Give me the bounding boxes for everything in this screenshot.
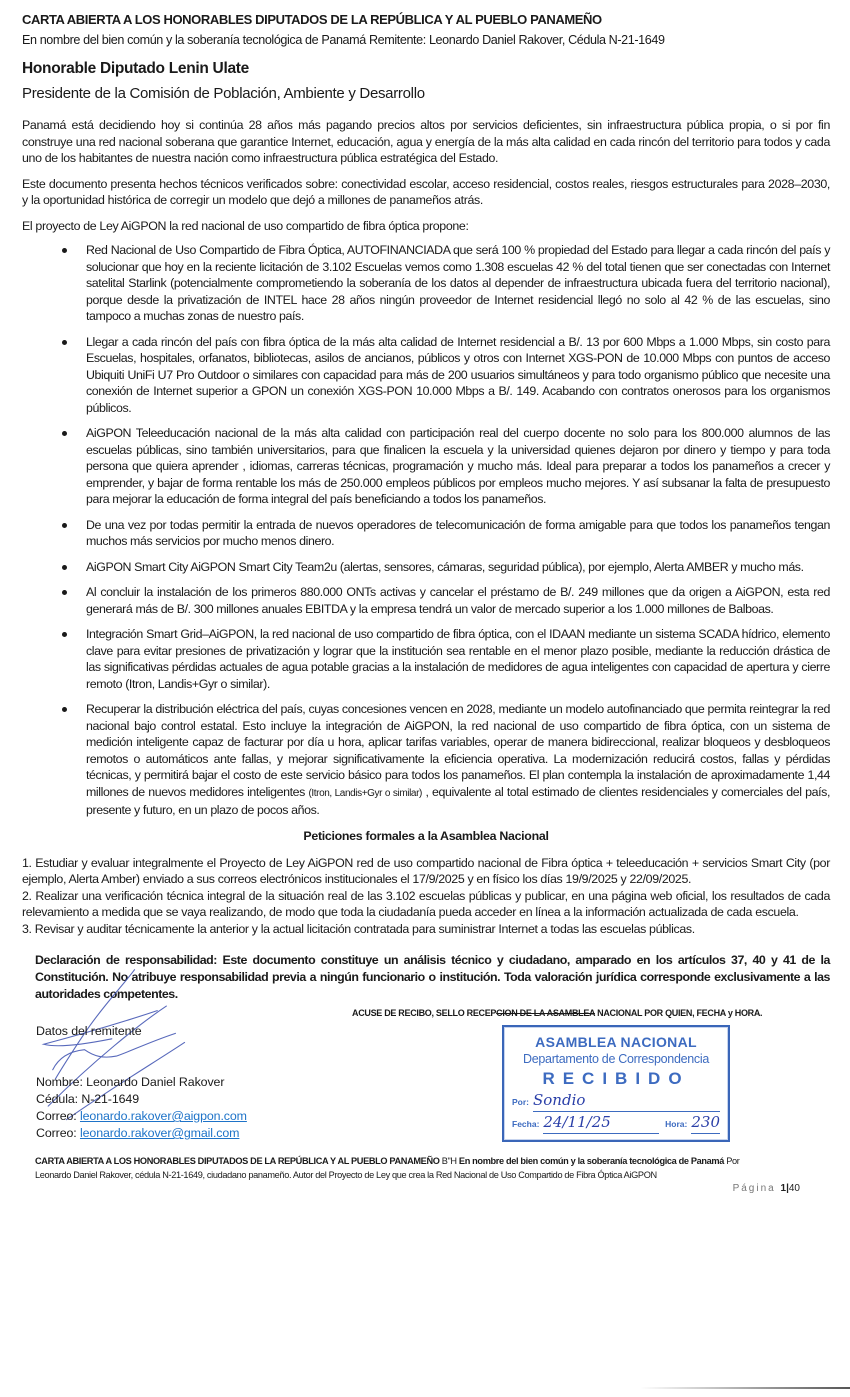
list-item-text: De una vez por todas permitir la entrada de nuevos operadores de telecomunicación de forma amigable para que todos los panameños tengan muchos más servicios por mucho menos dinero. <box>86 517 830 548</box>
stamp-hora-line <box>691 1112 720 1134</box>
stamp-institution: ASAMBLEA NACIONAL <box>535 1034 697 1050</box>
list-item-text-tail: , equivalente al total estimado de clientes residenciales y comerciales del país, presente y futuro, en un plazo de pocos años. <box>86 784 831 817</box>
stamp-fecha-label: Fecha: <box>512 1119 540 1129</box>
stamp-por-row <box>512 1090 720 1112</box>
intro-paragraph: El proyecto de Ley AiGPON la red nacional de uso compartido de fibra óptica propone: <box>22 218 469 233</box>
sender-email-row <box>36 1108 336 1125</box>
page-current: 1 <box>780 1183 787 1194</box>
reception-stamp <box>502 1025 730 1142</box>
bullet-icon <box>62 523 67 528</box>
list-item <box>86 626 830 692</box>
acknowledgment-block <box>336 1007 830 1142</box>
bullet-icon <box>62 248 67 253</box>
page-separator: | <box>786 1183 789 1194</box>
list-item <box>86 425 830 508</box>
list-item <box>86 559 830 576</box>
stamp-department: Departamento de Correspondencia <box>523 1052 709 1066</box>
bullet-icon <box>62 632 67 637</box>
responsibility-declaration: Declaración de responsabilidad: Este documento constituye un análisis técnico y ciudadano, amparado en los artículos 37, 40 y 41 de la Constitución. No atribuye responsabilidad previa a ningún funcionario o institución. Toda valoración jurídica corresponde exclusivamente a las autoridades competentes. <box>35 953 830 1001</box>
list-item-text: Integración Smart Grid–AiGPON, la red nacional de uso compartido de fibra óptica, con el IDAAN mediante un sistema SCADA hídrico, elemento clave para evitar presiones de privatización y lograr que la institución sea rentable en el menor plazo posible, mediante la reducción drástica de las significativas pérdidas actuales de agua potable gracias a la instalación de medidores de agua inteligentes con capacidad de apertura y cierre remoto (Itron, Landis+Gyr o similar). <box>86 627 830 691</box>
sender-heading: Datos del remitente <box>36 1024 142 1038</box>
recipient-name: Honorable Diputado Lenin Ulate <box>22 60 249 77</box>
footer-line-1 <box>35 1154 830 1168</box>
scan-edge-divider <box>640 1387 850 1389</box>
acknowledgment-text: NACIONAL POR QUIEN, FECHA y HORA. <box>594 1008 763 1018</box>
page-footer <box>22 1154 830 1196</box>
stamp-por-handwritten: Sondio <box>533 1091 586 1109</box>
page-label: Página <box>732 1183 776 1194</box>
footer-subtitle: En nombre del bien común y la soberanía tecnológica de Panamá <box>458 1156 724 1166</box>
bullet-icon <box>62 707 67 712</box>
petition-item: 1. Estudiar y evaluar integralmente el Proyecto de Ley AiGPON red de uso compartido nacional de Fibra óptica + teleeducación + servicios Smart City (por ejemplo, Alerta Amber) enviado a sus correos electrónicos institucionales el 17/9/2025 y en físico los días 19/9/2025 y 22/09/2025. <box>22 855 830 886</box>
list-item <box>86 584 830 617</box>
stamp-received: RECIBIDO <box>542 1069 690 1088</box>
list-item-text: Red Nacional de Uso Compartido de Fibra Óptica, AUTOFINANCIADA que será 100 % propiedad del Estado para llegar a cada rincón del país y solucionar que hoy en la reciente licitación de 3.102 Escuelas vemos como 1.308 escuelas 42 % del total tienen que ser conectadas con Internet satelital Starlink (potencialmente comprometiendo la soberanía de los datos al depender de infraestructura ubicada fuera del territorio nacional), porque desde la privatización de INTEL hace 28 años ningún proveedor de Internet residencial llegó no solo al 42 % de las escuelas, sino tampoco a muchas zonas de nuestro país. <box>86 243 830 323</box>
list-item <box>86 701 830 819</box>
email-label: Correo: <box>36 1109 80 1123</box>
stamp-hora-handwritten: 230 <box>691 1113 720 1131</box>
sender-id: Cédula: N-21-1649 <box>36 1092 139 1106</box>
list-item <box>86 334 830 417</box>
petitions-title: Peticiones formales a la Asamblea Nacional <box>303 828 549 843</box>
acknowledgment-label <box>352 1007 830 1019</box>
acknowledgment-text-struck: CION DE LA ASAMBLEA <box>496 1008 595 1018</box>
acknowledgment-text: ACUSE DE RECIBO, SELLO RECEP <box>352 1008 497 1018</box>
stamp-fecha-handwritten: 24/11/25 <box>543 1113 611 1131</box>
email-link-aigpon[interactable]: leonardo.rakover@aigpon.com <box>79 1109 247 1123</box>
sender-block <box>22 1007 336 1142</box>
list-item-text: Recuperar la distribución eléctrica del país, cuyas concesiones vencen en 2028, mediante un modelo autofinanciado que permita reintegrar la red nacional bajo control estatal. Esto incluye la integración de AiGPON, la red nacional de uso compartido de fibra óptica, con un sistema de medición inteligente capaz de facturar por día u hora, aplicar tarifas variables, operar de manera bidireccional, realizar bloqueos y desbloqueos remotos o automáticos ante fallas, y mejorar significativamente la eficiencia operativa. La modernización reducirá costos, fallas y pérdidas técnicas, y permitirá bajar el costo de este servicio básico para todos los panameños. El plan contempla la instalación de aproximadamente 1,44 millones de nuevos medidores inteligentes <box>86 702 830 799</box>
bullet-icon <box>62 431 67 436</box>
footer-title: CARTA ABIERTA A LOS HONORABLES DIPUTADOS DE LA REPÚBLICA Y AL PUEBLO PANAMEÑO <box>35 1156 440 1166</box>
petition-item: 3. Revisar y auditar técnicamente la anterior y la actual licitación contratada para suministrar Internet a todas las escuelas públicas. <box>22 921 695 936</box>
stamp-por-line <box>533 1090 720 1112</box>
footer-por: Por <box>724 1156 740 1166</box>
stamp-hora-label: Hora: <box>665 1119 688 1129</box>
letter-subtitle: En nombre del bien común y la soberanía tecnológica de Panamá Remitente: Leonardo Daniel Rakover, Cédula N-21-1649 <box>22 33 665 47</box>
list-item-text: Llegar a cada rincón del país con fibra óptica de la más alta calidad de Internet residencial a B/. 13 por 600 Mbps a 1.000 Mbps, sin costo para Escuelas, hospitales, orfanatos, bibliotecas, asilos de ancianos, públicos y otros con Internet XGS-PON de 10.000 Mbps con puntos de acceso Ubiquiti UniFi U7 Pro Outdoor o similares con capacidad para más de 200 usuarios simultáneos y para todo organismo público que necesite una conexión de Internet superior a GPON un conexión XGS-PON 10.000 Mbps a B/. 149. Acabando con contratos onerosos para los organismos públicos. <box>86 334 830 415</box>
intro-paragraph: Panamá está decidiendo hoy si continúa 28 años más pagando precios altos por servicios deficientes, sin infraestructura pública propia, o si por fin construye una red nacional soberana que garantice Internet, educación, agua y energía de la más alta calidad en cada rincón del territorio para todos y cada uno de los habitantes de nuestra nación como infraestructura pública estratégica del Estado. <box>22 118 830 165</box>
bullet-icon <box>62 340 67 345</box>
signature-section <box>22 1007 830 1142</box>
stamp-por-label: Por: <box>512 1097 529 1107</box>
bullet-icon <box>62 565 67 570</box>
list-item-note: (Itron, Landis+Gyr o similar) <box>308 787 422 799</box>
page-number <box>35 1182 830 1196</box>
list-item <box>86 242 830 325</box>
bullet-icon <box>62 590 67 595</box>
list-item-text: AiGPON Smart City AiGPON Smart City Team2u (alertas, sensores, cámaras, seguridad pública), por ejemplo, Alerta AMBER y mucho más. <box>86 559 804 574</box>
footer-line-2: Leonardo Daniel Rakover, cédula N-21-1649, ciudadano panameño. Autor del Proyecto de Ley que crea la Red Nacional de Uso Compartido de Fibra Óptica AiGPON <box>35 1170 657 1180</box>
stamp-fecha-row <box>512 1112 720 1134</box>
recipient-role: Presidente de la Comisión de Población, Ambiente y Desarrollo <box>22 85 425 102</box>
letter-title: CARTA ABIERTA A LOS HONORABLES DIPUTADOS DE LA REPÚBLICA Y AL PUEBLO PANAMEÑO <box>22 12 602 27</box>
sender-email-row <box>36 1125 336 1142</box>
stamp-fecha-line <box>543 1112 659 1134</box>
email-link-gmail[interactable]: leonardo.rakover@gmail.com <box>79 1126 240 1140</box>
page-total: 40 <box>788 1183 800 1194</box>
sender-name: Nombre: Leonardo Daniel Rakover <box>36 1075 225 1089</box>
footer-bh: B"H <box>439 1156 459 1166</box>
proposal-list <box>22 242 830 819</box>
petition-item: 2. Realizar una verificación técnica integral de la situación real de las 3.102 escuelas públicas y publicar, en una página web oficial, los resultados de cada relevamiento a medida que se vaya realizando, de modo que toda la ciudadanía pueda acceder en línea a la información actualizada de cada escuela. <box>22 888 830 919</box>
list-item-text: Al concluir la instalación de los primeros 880.000 ONTs activas y cancelar el préstamo de B/. 249 millones que da origen a AiGPON, esta red generará más de B/. 300 millones anuales EBITDA y la empresa tendrá un valor de mercado superior a los 1.000 millones de Balboas. <box>86 585 830 616</box>
list-item <box>86 517 830 550</box>
intro-paragraph: Este documento presenta hechos técnicos verificados sobre: conectividad escolar, acceso residencial, costos reales, riesgos estructurales para 2028–2030, y la oportunidad histórica de corregir un modelo que dejó a millones de panameños atrás. <box>22 176 830 207</box>
list-item-text: AiGPON Teleeducación nacional de la más alta calidad con participación real del cuerpo docente no solo para los 800.000 alumnos de las escuelas públicas, sino también universitarios, para que finalicen la escuela y la universidad quienes dejaron por dinero y tiempo y para toda persona que quiera aprender , idiomas, carreras técnicas, programación y mucho más. Ideal para preparar a todos los panameños a crecer y emprender, y bajar de forma rentable los más de 250.000 empleos públicos por empleos mucho mejores. Y así subsanar la falta de presupuesto para mejorar la educación de forma integral del país beneficiando a todos los panameños. <box>86 426 830 506</box>
email-label: Correo: <box>36 1126 80 1140</box>
